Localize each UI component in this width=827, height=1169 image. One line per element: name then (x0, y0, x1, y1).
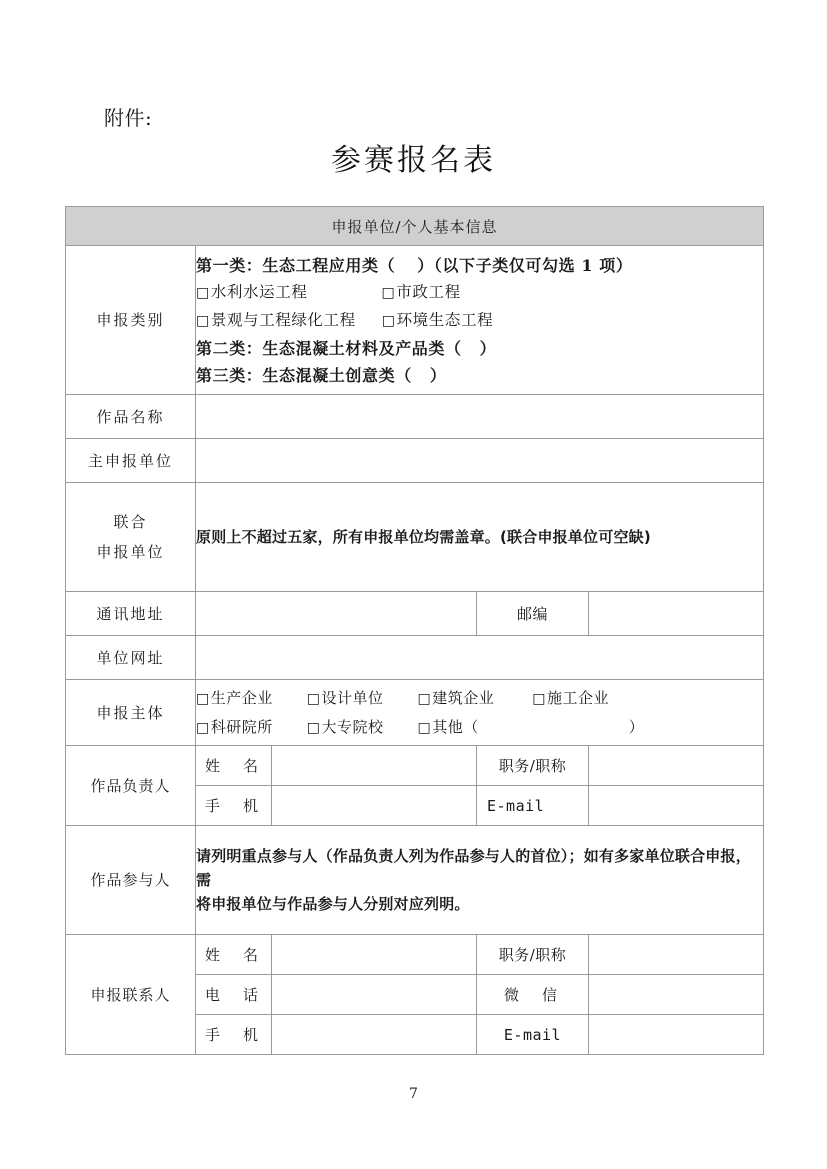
table-row-address (66, 592, 764, 636)
input-contact-wechat[interactable] (589, 975, 764, 1015)
input-contact-title[interactable] (589, 935, 764, 975)
label-main-applicant: 主申报单位 (66, 439, 196, 483)
category-option-water-transport: 水利水运工程 (210, 282, 308, 301)
category-subline-2 (196, 307, 763, 335)
subject-options-cell (196, 680, 764, 746)
label-work-leader-title: 职务/职称 (477, 746, 589, 786)
label-participants: 作品参与人 (66, 826, 196, 935)
application-form-table (65, 206, 764, 1055)
table-row-category (66, 246, 764, 395)
category-option-landscape: 景观与工程绿化工程 (210, 310, 356, 329)
checkbox-icon-producer[interactable]: □ (196, 690, 210, 707)
table-row-main-applicant (66, 439, 764, 483)
label-contact-mobile: 手 机 (196, 1015, 272, 1055)
category-class2-line (196, 335, 763, 362)
input-work-leader-title[interactable] (589, 746, 764, 786)
input-participants[interactable] (196, 826, 764, 935)
category-options-cell (196, 246, 764, 395)
input-work-name[interactable] (196, 395, 764, 439)
input-work-leader-mobile[interactable] (272, 786, 477, 826)
form-section-header: 申报单位/个人基本信息 (66, 207, 764, 246)
label-work-leader-email: E-mail (477, 786, 589, 826)
label-contact: 申报联系人 (66, 935, 196, 1055)
subject-option-other-suffix: ） (628, 717, 645, 736)
table-row-participants (66, 826, 764, 935)
subject-option-university: 大专院校 (321, 717, 384, 736)
subject-option-contractor: 施工企业 (546, 688, 609, 707)
input-contact-name[interactable] (272, 935, 477, 975)
subject-options-line1 (196, 684, 763, 713)
checkbox-icon-other[interactable]: □ (417, 719, 432, 736)
participants-note-line1: 请列明重点参与人（作品负责人列为作品参与人的首位）；如有多家单位联合申报，需 (196, 847, 751, 889)
checkbox-icon-designer[interactable]: □ (306, 690, 321, 707)
label-contact-name: 姓 名 (196, 935, 272, 975)
input-contact-email[interactable] (589, 1015, 764, 1055)
checkbox-icon-water-transport[interactable]: □ (196, 284, 210, 301)
label-subject: 申报主体 (66, 680, 196, 746)
label-joint-applicant-line2: 申报单位 (96, 543, 165, 561)
input-work-leader-name[interactable] (272, 746, 477, 786)
input-joint-applicant[interactable] (196, 483, 764, 592)
participants-note-line2: 将申报单位与作品参与人分别对应列明。 (196, 895, 470, 913)
category-option-environmental: 环境生态工程 (396, 310, 494, 329)
label-work-leader-name: 姓 名 (196, 746, 272, 786)
category-option-municipal: 市政工程 (396, 282, 461, 301)
label-contact-phone: 电 话 (196, 975, 272, 1015)
checkbox-icon-environmental[interactable]: □ (381, 312, 396, 329)
category-class3-suffix: ） (429, 365, 447, 385)
subject-options-line2 (196, 713, 763, 742)
table-row-work-name (66, 395, 764, 439)
label-joint-applicant-line1: 联合 (113, 513, 148, 531)
subject-option-producer: 生产企业 (210, 688, 273, 707)
table-row-contact-name (66, 935, 764, 975)
table-header-row (66, 207, 764, 246)
input-address[interactable] (196, 592, 477, 636)
input-contact-mobile[interactable] (272, 1015, 477, 1055)
input-main-applicant[interactable] (196, 439, 764, 483)
checkbox-icon-construction-firm[interactable]: □ (417, 690, 432, 707)
page-title: 参赛报名表 (331, 143, 496, 178)
category-class1-prefix: 第一类：生态工程应用类（ (196, 255, 396, 275)
checkbox-icon-municipal[interactable]: □ (381, 284, 396, 301)
label-postcode: 邮编 (477, 592, 589, 636)
category-class3-line (196, 362, 763, 389)
attachment-label: 附件: (104, 106, 153, 130)
input-contact-phone[interactable] (272, 975, 477, 1015)
table-row-work-leader-name (66, 746, 764, 786)
subject-option-other-prefix: 其他（ (432, 717, 479, 736)
category-class2-suffix: ） (479, 338, 497, 358)
category-class1-suffix: ）（以下子类仅可勾选 1 项） (417, 255, 633, 275)
checkbox-icon-landscape[interactable]: □ (196, 312, 210, 329)
label-contact-email: E-mail (477, 1015, 589, 1055)
input-work-leader-email[interactable] (589, 786, 764, 826)
checkbox-icon-research-institute[interactable]: □ (196, 719, 210, 736)
label-joint-applicant (66, 483, 196, 592)
checkbox-icon-contractor[interactable]: □ (532, 690, 546, 707)
joint-applicant-note: 原则上不超过五家，所有申报单位均需盖章。(联合申报单位可空缺) (196, 528, 651, 546)
subject-option-designer: 设计单位 (321, 688, 384, 707)
table-row-subject (66, 680, 764, 746)
label-address: 通讯地址 (66, 592, 196, 636)
label-work-leader: 作品负责人 (66, 746, 196, 826)
label-work-leader-mobile: 手 机 (196, 786, 272, 826)
table-row-website (66, 636, 764, 680)
category-subline-1 (196, 279, 763, 307)
label-contact-wechat: 微 信 (477, 975, 589, 1015)
label-website: 单位网址 (66, 636, 196, 680)
checkbox-icon-university[interactable]: □ (306, 719, 321, 736)
label-work-name: 作品名称 (66, 395, 196, 439)
subject-option-construction-firm: 建筑企业 (432, 688, 495, 707)
category-class2-prefix: 第二类：生态混凝土材料及产品类（ (196, 338, 462, 358)
category-class3-prefix: 第三类：生态混凝土创意类（ (196, 365, 412, 385)
page-number: 7 (409, 1086, 418, 1102)
label-category: 申报类别 (66, 246, 196, 395)
input-website[interactable] (196, 636, 764, 680)
input-postcode[interactable] (589, 592, 764, 636)
subject-option-research-institute: 科研院所 (210, 717, 273, 736)
label-contact-title: 职务/职称 (477, 935, 589, 975)
table-row-joint-applicant (66, 483, 764, 592)
category-class1-line (196, 252, 763, 279)
